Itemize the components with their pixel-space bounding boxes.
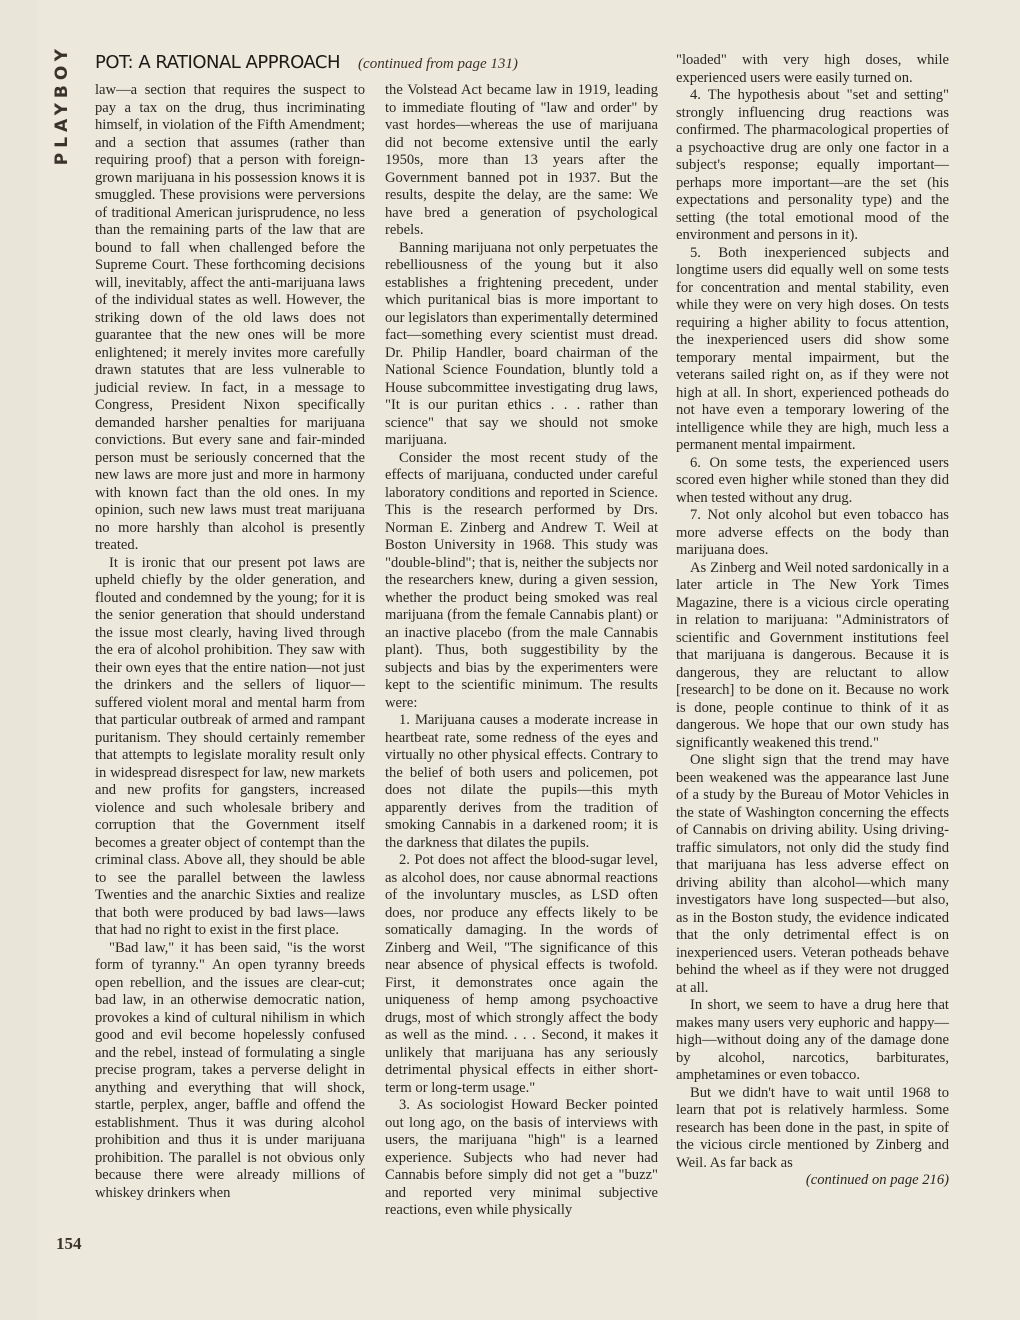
text-column-3 (676, 52, 949, 1262)
column-2-paragraph: 2. Pot does not affect the blood-sugar level, as alcohol does, nor cause abnormal reactions of the involuntary muscles, as LSD often does, nor produce any effects likely to be somatically damaging. In the words of Zinberg and Weil, "The significance of this near absence of physical effects is twofold. First, it demonstrates once again the uniqueness of hemp among psychoactive drugs, most of which strongly affect the body as well as the mind. . . . Second, it makes it unlikely that marijuana has any seriously detrimental physical effects in either short-term or long-term usage." (385, 852, 658, 1096)
column-1-paragraph: It is ironic that our present pot laws are upheld chiefly by the older generation, and flouted and condemned by the young; for it is the senior generation that should understand the issue most clearly, having lived through the era of alcohol prohibition. They saw with their own eyes that the entire nation—not just the drinkers and the sellers of liquor—suffered violent moral and mental harm from that particular outbreak of armed and rampant puritanism. They should certainly remember that attempts to legislate morality result only in widespread disrespect for law, new markets and new profits for gangsters, increased violence and such wholesale bribery and corruption that the Government itself becomes a greater object of contempt than the criminal class. Above all, they should be able to see the parallel between the lawless Twenties and the anarchic Sixties and realize that both were produced by bad laws—laws that had no right to exist in the first place. (95, 554, 365, 938)
column-3-paragraph: 4. The hypothesis about "set and setting" strongly influencing drug reactions was confirmed. The pharmacological properties of a psychoactive drug are only one factor in a subject's response; equally important—perhaps more important—are the set (his expectations and personality type) and the setting (the total emotional mood of the environment and persons in it). (676, 87, 949, 243)
text-column-2 (385, 82, 658, 1262)
column-3-paragraph: "loaded" with very high doses, while experienced users were easily turned on. (676, 52, 949, 86)
column-3-paragraph: 7. Not only alcohol but even tobacco has more adverse effects on the body than marijuana does. (676, 507, 949, 558)
column-3-paragraph: 5. Both inexperienced subjects and longtime users did equally well on some tests for concentration and mental stability, even while they were on very high doses. On tests requiring a higher ability to focus attention, the inexperienced users did show some temporary mental impairment, but the veterans sailed right on, as if they were not high at all. In short, experienced potheads do not have even a temporary lowering of the intelligence while they are high, much less a permanent mental impairment. (676, 244, 949, 453)
continued-to-note-wrapper (676, 1172, 949, 1190)
column-3-paragraph: But we didn't have to wait until 1968 to learn that pot is relatively harmless. Some research has been done in the past, in spite of the vicious circle mentioned by Zinberg and Weil. As far back as (676, 1084, 949, 1171)
article-header (95, 52, 518, 73)
page-number: 154 (56, 1234, 82, 1253)
article-headline: POT: A RATIONAL APPROACH (95, 52, 341, 73)
column-2-paragraph: Banning marijuana not only perpetuates the rebelliousness of the young but it also establishes a frightening precedent, under which puritanical bias is more important to our legislators than experimentally determined fact—something every scientist must dread. Dr. Philip Handler, board chairman of the National Science Foundation, bluntly told a House subcommittee investigating drug laws, "It is our puritan ethics . . . rather than science" that say we should not smoke marijuana. (385, 239, 658, 448)
column-3-paragraph: As Zinberg and Weil noted sardonically in a later article in The New York Times Magazine, there is a vicious circle operating in relation to marijuana: "Administrators of scientific and Government institutions feel that marijuana is dangerous. Because it is dangerous, they are reluctant to allow [research] to be done on it. Because no work is done, people continue to think of it as dangerous. We hope that our own study has significantly weakened this trend." (676, 559, 949, 751)
column-1-paragraph: law—a section that requires the suspect to pay a tax on the drug, thus incriminating himself, in violation of the Fifth Amendment; and a section that assumes (rather than requiring proof) that a person with foreign-grown marijuana in his possession knows it is smuggled. These provisions were perversions of traditional American jurisprudence, no less than the remaining parts of the law that are bound to fall when challenged before the Supreme Court. These forthcoming decisions will, inevitably, affect the anti-marijuana laws of the individual states as well. However, the striking down of the old laws does not guarantee that the new ones will be more enlightened; it merely invites more carefully drawn statutes that are less vulnerable to judicial review. In fact, in a message to Congress, President Nixon specifically demanded harsher penalties for marijuana convictions. But every sane and fair-minded person must be seriously concerned that the new laws are more just and more in harmony with known fact than the old ones. In my opinion, such new laws must treat marijuana no more harshly than alcohol is presently treated. (95, 82, 365, 553)
continued-to-note: (continued on page 216) (805, 1172, 949, 1188)
column-2-paragraph: 3. As sociologist Howard Becker pointed out long ago, on the basis of interviews with users, the marijuana "high" is a learned experience. Subjects who had never had Cannabis before simply did not get a "buzz" and reported very minimal subjective reactions, even while physically (385, 1097, 658, 1218)
column-2-paragraph: 1. Marijuana causes a moderate increase in heartbeat rate, some redness of the eyes and virtually no other physical effects. Contrary to the belief of both users and policemen, pot does not dilate the pupils—this myth apparently derives from the tradition of smoking Cannabis in a darkened room; it is the darkness that dilates the pupils. (385, 712, 658, 851)
continued-from-note: (continued from page 131) (358, 56, 518, 72)
column-2-paragraph: Consider the most recent study of the effects of marijuana, conducted under careful laboratory conditions and reported in Science. This is the research performed by Drs. Norman E. Zinberg and Andrew T. Weil at Boston University in 1968. This study was "double-blind"; that is, neither the subjects nor the researchers knew, during a given session, whether the product being smoked was real marijuana (from the female Cannabis plant) or an inactive placebo (from the male Cannabis plant). Thus, both suggestibility by the subjects and bias by the experimenters were kept to the scientific minimum. The results were: (385, 449, 658, 711)
column-1-paragraph: "Bad law," it has been said, "is the worst form of tyranny." An open tyranny breeds open rebellion, and the issues are clear-cut; bad law, in an otherwise democratic nation, provokes a kind of cultural nihilism in which good and evil become hopelessly confused and the rebel, instead of formulating a single precise program, takes a perverse delight in anything and everything that will shock, startle, perplex, anger, baffle and offend the establishment. Thus it was during alcohol prohibition and thus it is under marijuana prohibition. The parallel is not obvious only because there were already millions of whiskey drinkers when (95, 939, 365, 1201)
column-3-paragraph: 6. On some tests, the experienced users scored even higher while stoned than they did when tested without any drug. (676, 454, 949, 506)
column-3-paragraph: In short, we seem to have a drug here that makes many users very euphoric and happy—high—without doing any of the damage done by alcohol, narcotics, barbiturates, amphetamines or even tobacco. (676, 997, 949, 1083)
text-column-1 (95, 82, 365, 1262)
column-3-paragraph: One slight sign that the trend may have been weakened was the appearance last June of a study by the Bureau of Motor Vehicles in the state of Washington concerning the effects of Cannabis on driving ability. Using driving-traffic simulators, not only did the study find that marijuana has less adverse effect on driving ability than alcohol—which many investigators have long suspected—but also, as in the Boston study, the evidence indicated that the only detrimental effect is on inexperienced users. Veteran potheads behave behind the wheel as if they were not drugged at all. (676, 752, 949, 996)
column-2-paragraph: the Volstead Act became law in 1919, leading to immediate flouting of "law and order" by vast hordes—whereas the use of marijuana did not become extensive until the early 1950s, more than 13 years after the Government banned pot in 1937. But the results, despite the delay, are the same: We have bred a generation of psychological rebels. (385, 82, 658, 238)
magazine-brand: PLAYBOY (52, 44, 72, 166)
